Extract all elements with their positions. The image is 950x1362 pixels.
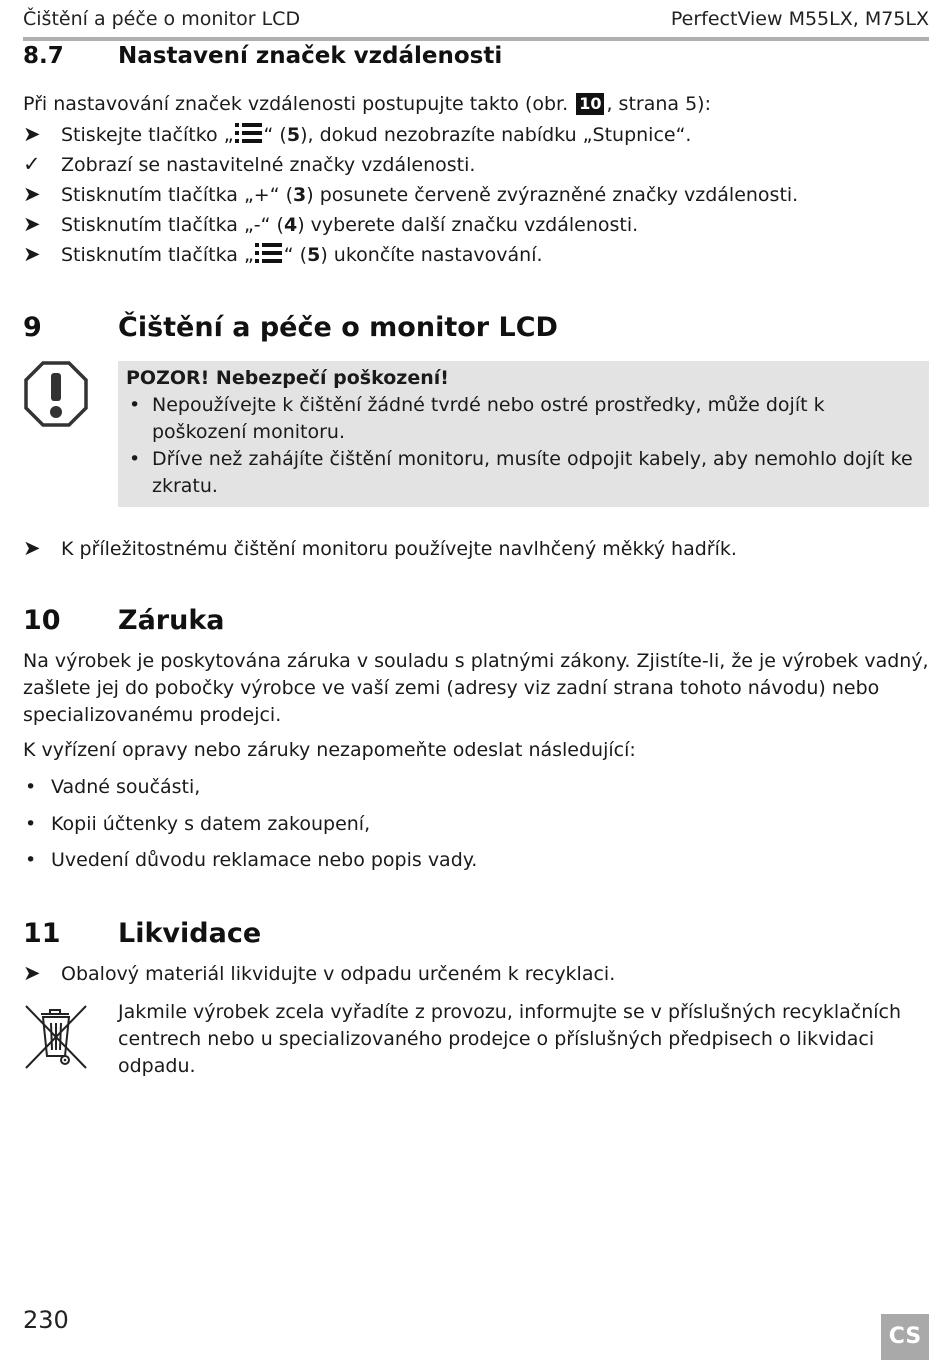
result-text: Zobrazí se nastavitelné značky vzdálenosti. — [61, 154, 476, 176]
step-text: “ ( — [283, 244, 308, 266]
button-number: 5 — [307, 244, 321, 266]
figure-reference: 10 — [576, 93, 604, 115]
warning-icon — [23, 360, 89, 428]
manual-page — [23, 0, 929, 1362]
step-arrow-icon: ➤ — [23, 182, 41, 206]
step-item — [23, 960, 615, 987]
header-divider — [23, 37, 929, 41]
step-item — [23, 121, 691, 148]
step-arrow-icon: ➤ — [23, 212, 41, 236]
section-title: Nastavení značek vzdálenosti — [118, 43, 503, 69]
warning-title: POZOR! Nebezpečí poškození! — [126, 367, 449, 389]
section-number: 11 — [23, 918, 61, 949]
step-text: ) vyberete další značku vzdálenosti. — [297, 214, 639, 236]
section-title: Záruka — [118, 605, 225, 636]
warning-item: • Nepoužívejte k čištění žádné tvrdé nebo ostré prostředky, může dojít k poškození monitoru. — [126, 392, 919, 446]
header-chapter: Čištění a péče o monitor LCD — [23, 8, 301, 30]
section-title: Likvidace — [118, 918, 262, 949]
warranty-send-intro: K vyřízení opravy nebo záruky nezapomeňte odeslat následující: — [23, 739, 636, 761]
step-arrow-icon: ➤ — [23, 536, 41, 560]
button-number: 3 — [293, 184, 307, 206]
header-model: PerfectView M55LX, M75LX — [670, 8, 929, 30]
step-text: Obalový materiál likvidujte v odpadu určeném k recyklaci. — [61, 963, 616, 985]
intro-text: Při nastavování značek vzdálenosti postupujte takto (obr. — [23, 93, 575, 115]
warning-item: • Dříve než zahájíte čištění monitoru, musíte odpojit kabely, aby nemohlo dojít ke zkratu. — [126, 446, 919, 500]
menu-icon — [255, 242, 283, 264]
step-text: Stisknutím tlačítka „-“ ( — [61, 214, 284, 236]
step-arrow-icon: ➤ — [23, 961, 41, 985]
language-badge: CS — [881, 1314, 929, 1360]
step-text: ), dokud nezobrazíte nabídku „Stupnice“. — [300, 124, 692, 146]
step-arrow-icon: ➤ — [23, 242, 41, 266]
step-item — [23, 535, 737, 562]
result-item — [23, 151, 475, 178]
step-text: Stiskejte tlačítko „ — [61, 124, 234, 146]
warranty-paragraph: Na výrobek je poskytována záruka v souladu s platnými zákony. Zjistíte-li, že je výrobek vadný, zašlete jej do pobočky výrobce ve vaší zemi (adresy viz zadní strana tohoto návodu) nebo specializovanému prodejci. — [23, 650, 929, 726]
list-item: • Vadné součásti, — [23, 774, 200, 800]
list-item: • Uvedení důvodu reklamace nebo popis vady. — [23, 847, 477, 873]
step-item — [23, 211, 638, 238]
sec87-intro — [23, 91, 711, 117]
section-10-heading — [23, 605, 225, 636]
step-text: ) posunete červeně zvýrazněné značky vzdálenosti. — [306, 184, 799, 206]
disposal-paragraph: Jakmile výrobek zcela vyřadíte z provozu, informujte se v příslušných recyklačních centrech nebo u specializovaného prodejce o příslušných předpisech o likvidaci odpadu. — [118, 1001, 901, 1077]
check-icon: ✓ — [23, 152, 41, 176]
section-8-7-heading — [23, 43, 502, 69]
section-title: Čištění a péče o monitor LCD — [118, 312, 558, 343]
step-item — [23, 241, 543, 268]
warning-box — [118, 361, 929, 507]
page-number: 230 — [23, 1306, 69, 1334]
section-11-heading — [23, 918, 261, 949]
crossed-bin-icon — [23, 1004, 89, 1070]
step-text: “ ( — [263, 124, 287, 146]
section-number: 10 — [23, 605, 61, 636]
step-text: Stisknutím tlačítka „+“ ( — [61, 184, 294, 206]
section-number: 9 — [23, 312, 42, 343]
button-number: 4 — [283, 214, 298, 236]
step-arrow-icon: ➤ — [23, 122, 41, 146]
intro-text-end: , strana 5): — [606, 93, 711, 115]
step-text: ) ukončíte nastavování. — [320, 244, 543, 266]
warning-list — [126, 392, 919, 500]
step-text: Stisknutím tlačítka „ — [61, 244, 254, 266]
section-number: 8.7 — [23, 43, 64, 69]
button-number: 5 — [286, 124, 301, 146]
list-item: • Kopii účtenky s datem zakoupení, — [23, 811, 370, 837]
step-text: K příležitostnému čištění monitoru používejte navlhčený měkký hadřík. — [61, 538, 737, 560]
page-header — [23, 8, 929, 34]
step-item — [23, 181, 798, 208]
menu-icon — [235, 122, 263, 144]
section-9-heading — [23, 312, 558, 343]
